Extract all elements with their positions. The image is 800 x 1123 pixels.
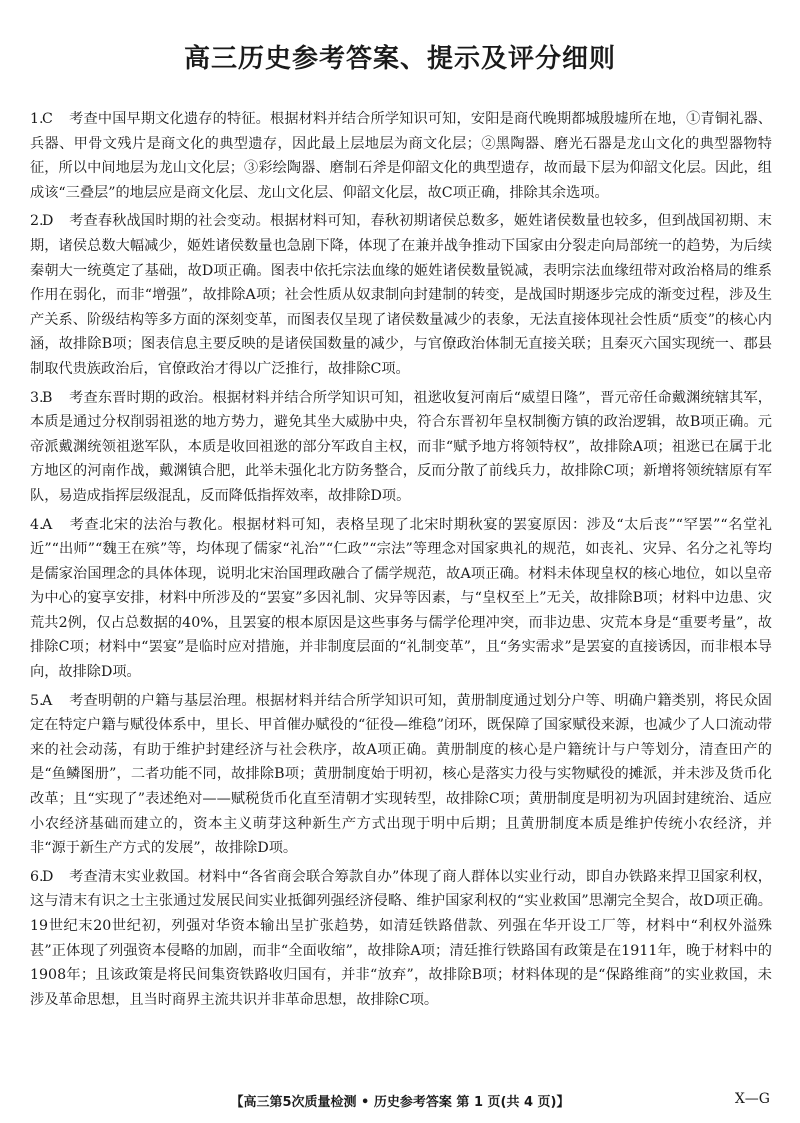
answer-item-3 — [30, 386, 772, 509]
question-number: 3. — [30, 389, 44, 406]
footer-version-code: X—G — [734, 1091, 770, 1107]
page-title: 高三历史参考答案、提示及评分细则 — [183, 44, 616, 74]
question-number: 5. — [30, 692, 44, 709]
question-number: 6. — [30, 868, 44, 885]
page-footer — [0, 1091, 800, 1113]
answer-list — [30, 107, 772, 1016]
answer-letter: D — [42, 868, 54, 885]
answer-letter: A — [42, 516, 53, 533]
footer-exam-info: 【高三第5次质量检测 • 历史参考答案 第 1 页(共 4 页)】 — [230, 1095, 570, 1110]
answer-item-4 — [30, 513, 772, 685]
answer-letter: C — [42, 111, 53, 127]
question-number: 1. — [30, 111, 44, 127]
question-number: 4. — [30, 516, 44, 533]
explanation-text: 考查北宋的法治与教化。根据材料可知，表格呈现了北宋时期秋宴的罢宴原因：涉及“太后丧”“罕罢”“名堂礼近”“出师”“魏王在殡”等，均体现了儒家“礼治”“仁政”“宗法”等理念对国家典礼的规范，如丧礼、灾异、名分之礼等均是儒家治国理念的具体体现，说明北宋治国理政融合了儒学规范，故A项正确。材料未体现皇权的核心地位，如以皇帝为中心的宴享安排，材料中所涉及的“罢宴”多因礼制、灾异等因素，与“皇权至上”无关，故排除B项；材料中边患、灾荒共2例，仅占总数据的40%，且罢宴的根本原因是这些事务与儒学伦理冲突，而非边患、灾荒本身是“重要考量”，故排除C项；材料中“罢宴”是临时应对措施，并非制度层面的“礼制变革”，且“务实需求”是罢宴的直接诱因，而非根本导向，故排除D项。 — [30, 516, 772, 681]
explanation-text: 考查清末实业救国。材料中“各省商会联合筹款自办”体现了商人群体以实业行动，即自办铁路来捍卫国家利权，这与清末有识之士主张通过发展民间实业抵御列强经济侵略、维护国家利权的“实业救国”思潮完全契合，故D项正确。19世纪末20世纪初，列强对华资本输出呈扩张趋势，如清廷铁路借款、列强在华开设工厂等，材料中“利权外溢殊甚”正体现了列强资本侵略的加剧，而非“全面收缩”，故排除A项；清廷推行铁路国有政策是在1911年，晚于材料中的1908年；且该政策是将民间集资铁路收归国有，并非“放弃”，故排除B项；材料体现的是“保路维商”的实业救国，未涉及革命思想，且当时商界主流共识并非革命思想，故排除C项。 — [30, 868, 772, 1008]
question-number: 2. — [30, 213, 44, 230]
explanation-text: 考查春秋战国时期的社会变动。根据材料可知，春秋初期诸侯总数多，姬姓诸侯数量也较多，但到战国初期、末期，诸侯总数大幅减少，姬姓诸侯数量也急剧下降，体现了在兼并战争推动下国家由分裂走向局部统一的趋势，为后续秦朝大一统奠定了基础，故D项正确。图表中依托宗法血缘的姬姓诸侯数量锐减，表明宗法血缘纽带对政治格局的维系作用在弱化，而非“增强”，故排除A项；社会性质从奴隶制向封建制的转变，是战国时期逐步完成的渐变过程，涉及生产关系、阶级结构等多方面的深刻变革，而图表仅呈现了诸侯数量减少的表象，无法直接体现社会性质“质变”的核心内涵，故排除B项；图表信息主要反映的是诸侯国数量的减少，与官僚政治体制无直接关联；且秦灭六国实现统一、郡县制取代贵族政治后，官僚政治才得以广泛推行，故排除C项。 — [30, 213, 772, 377]
answer-item-5 — [30, 689, 772, 861]
explanation-text: 考查明朝的户籍与基层治理。根据材料并结合所学知识可知，黄册制度通过划分户等、明确户籍类别，将民众固定在特定户籍与赋役体系中，里长、甲首催办赋役的“征役—维稳”闭环，既保障了国家赋役来源，也减少了人口流动带来的社会动荡，有助于维护封建经济与社会秩序，故A项正确。黄册制度的核心是户籍统计与户等划分，清查田产的是“鱼鳞图册”，二者功能不同，故排除B项；黄册制度始于明初，核心是落实力役与实物赋役的摊派，并未涉及货币化改革；且“实现了”表述绝对——赋税货币化直至清朝才实现转型，故排除C项；黄册制度是明初为巩固封建统治、适应小农经济基础而建立的，资本主义萌芽这种新生产方式出现于明中后期；且黄册制度本质是维护传统小农经济，并非“源于新生产方式的发展”，故排除D项。 — [30, 692, 772, 857]
answer-item-6 — [30, 865, 772, 1013]
answer-letter: D — [42, 213, 54, 230]
answer-item-2 — [30, 209, 772, 381]
answer-item-1 — [30, 107, 772, 205]
answer-letter: A — [42, 692, 53, 709]
explanation-text: 考查中国早期文化遗存的特征。根据材料并结合所学知识可知，安阳是商代晚期都城殷墟所在地，①青铜礼器、兵器、甲骨文残片是商文化的典型遗存，因此最上层地层为商文化层；②黑陶器、磨光石器是龙山文化的典型器物特征，所以中间地层为龙山文化层；③彩绘陶器、磨制石斧是仰韶文化的典型遗存，故而最下层为仰韶文化层。因此，组成该“三叠层”的地层应是商文化层、龙山文化层、仰韶文化层，故C项正确，排除其余选项。 — [30, 111, 772, 201]
answer-letter: B — [42, 389, 53, 406]
explanation-text: 考查东晋时期的政治。根据材料并结合所学知识可知，祖逖收复河南后“威望日隆”，晋元帝任命戴渊统辖其军，本质是通过分权削弱祖逖的地方势力，避免其坐大威胁中央，符合东晋初年皇权制衡方镇的政治逻辑，故B项正确。元帝派戴渊统领祖逖军队，本质是收回祖逖的部分军政自主权，而非“赋予地方将领特权”，故排除A项；祖逖已在属于北方地区的河南作战，戴渊镇合肥，此举未强化北方防务整合，反而分散了前线兵力，故排除C项；新增将领统辖原有军队，易造成指挥层级混乱，反而降低指挥效率，故排除D项。 — [30, 389, 772, 504]
